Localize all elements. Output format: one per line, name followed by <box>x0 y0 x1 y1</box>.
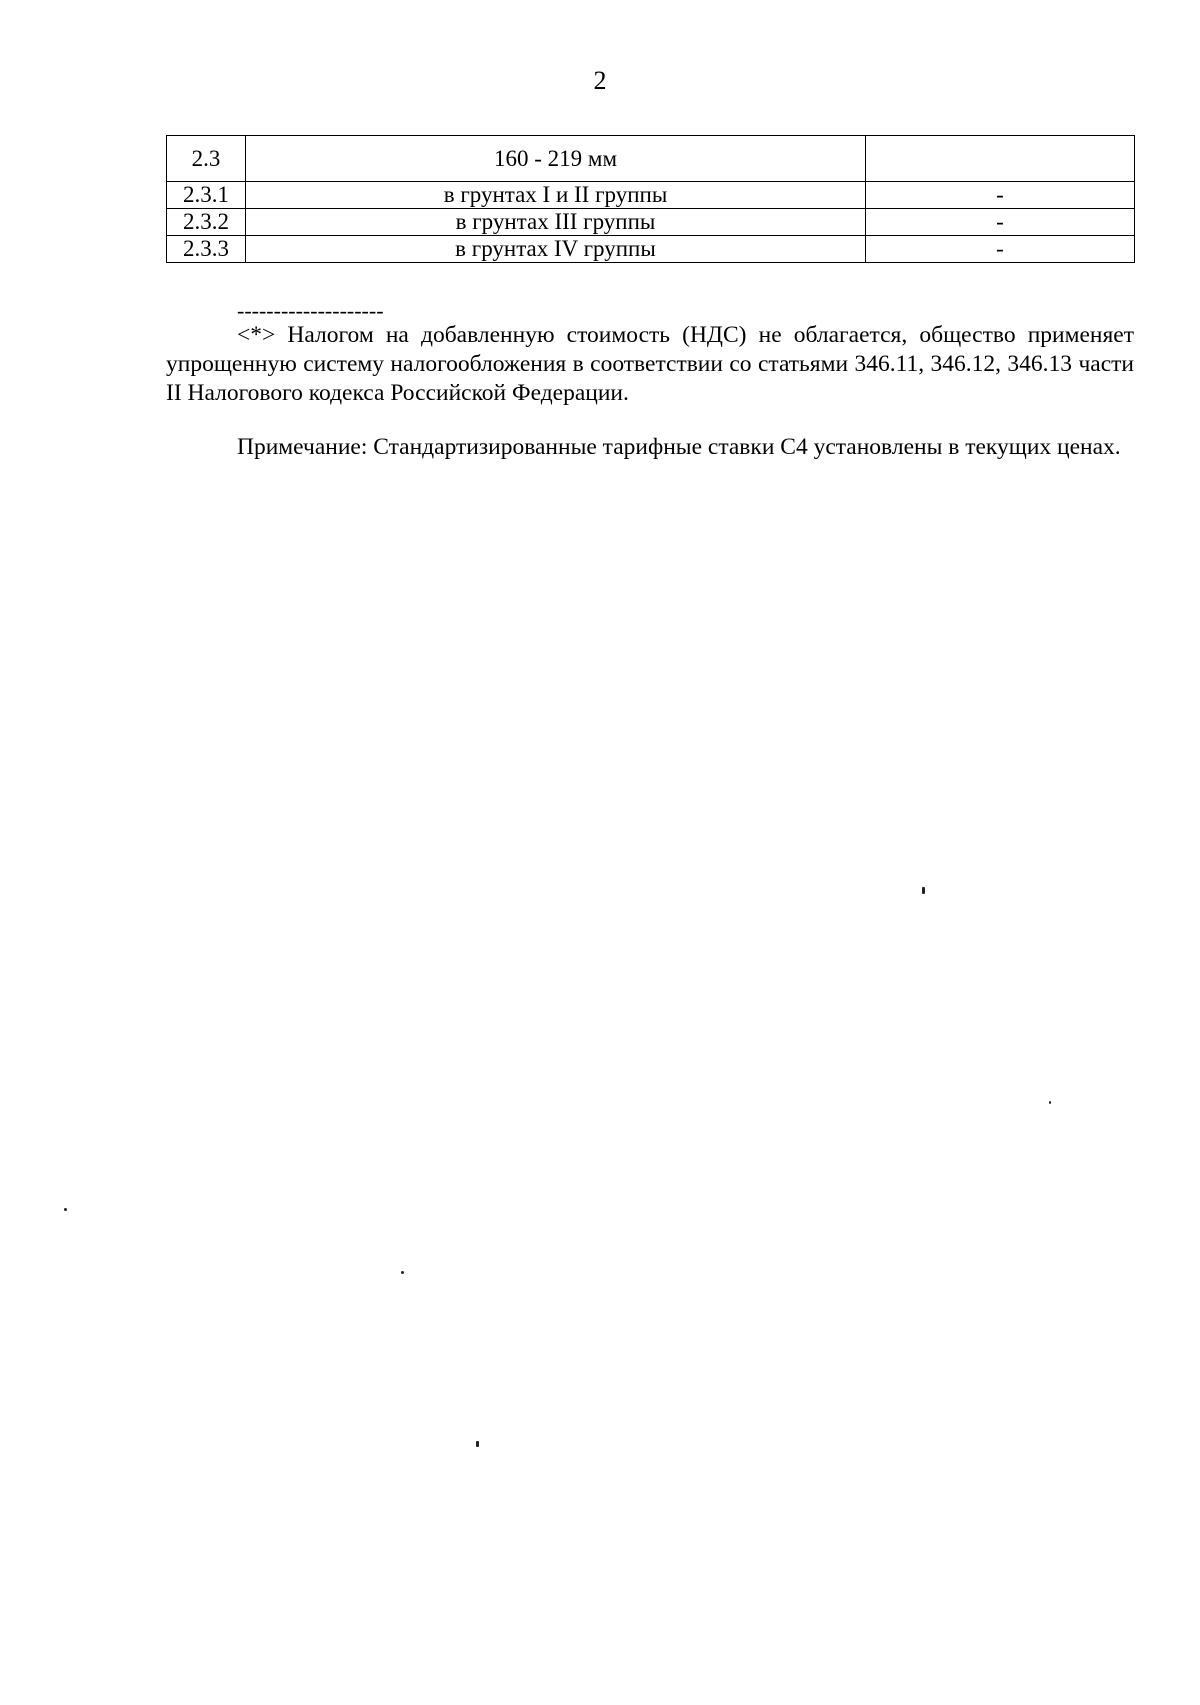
row-value <box>866 136 1135 182</box>
row-description: 160 - 219 мм <box>246 136 866 182</box>
table-row <box>167 182 1135 209</box>
table-row <box>167 236 1135 263</box>
scan-speck <box>1049 1101 1051 1104</box>
row-number: 2.3.1 <box>167 182 246 209</box>
row-number: 2.3.2 <box>167 209 246 236</box>
row-description: в грунтах IV группы <box>246 236 866 263</box>
row-value: - <box>866 182 1135 209</box>
tariff-table <box>166 135 1135 263</box>
scan-speck <box>922 887 925 894</box>
note-text: Примечание: Стандартизированные тарифные ставки С4 установлены в текущих ценах. <box>237 434 1121 460</box>
row-number: 2.3.3 <box>167 236 246 263</box>
scan-speck <box>401 1271 404 1274</box>
row-number: 2.3 <box>167 136 246 182</box>
table-row <box>167 136 1135 182</box>
table-row <box>167 209 1135 236</box>
row-description: в грунтах I и II группы <box>246 182 866 209</box>
page-number: 2 <box>593 66 607 95</box>
footnote-text: <*> Налогом на добавленную стоимость (НДС) не облагается, общество применяет упрощенную систему налогообложения в соответствии со статьями 346.11, 346.12, 346.13 части II Налогового кодекса Российской Федерации. <box>166 322 1134 406</box>
scan-speck <box>64 1208 67 1211</box>
footnote-separator: -------------------- <box>237 298 384 323</box>
row-description: в грунтах III группы <box>246 209 866 236</box>
scan-speck <box>476 1441 479 1447</box>
row-value: - <box>866 209 1135 236</box>
row-value: - <box>866 236 1135 263</box>
